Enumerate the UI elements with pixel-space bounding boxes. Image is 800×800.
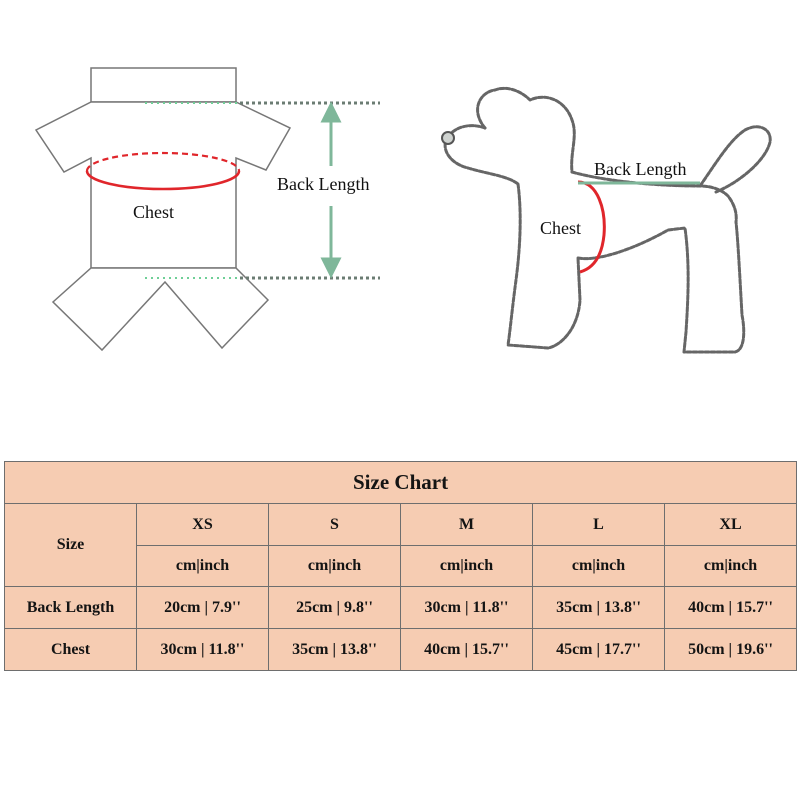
dog-nose-icon [442, 132, 454, 144]
unit-header-xl: cm|inch [665, 546, 797, 587]
garment-chest-label: Chest [133, 202, 175, 222]
row-label-back-length: Back Length [5, 587, 137, 629]
unit-header-l: cm|inch [533, 546, 665, 587]
table-cell: 50cm | 19.6'' [665, 629, 797, 671]
table-cell: 40cm | 15.7'' [665, 587, 797, 629]
dog-outline [445, 88, 770, 352]
table-cell: 35cm | 13.8'' [269, 629, 401, 671]
size-row-header: Size [5, 504, 137, 587]
dog-back-length-label: Back Length [594, 159, 687, 179]
unit-header-m: cm|inch [401, 546, 533, 587]
size-chart-table [4, 461, 797, 671]
table-cell: 40cm | 15.7'' [401, 629, 533, 671]
size-header-m: M [401, 504, 533, 546]
size-header-s: S [269, 504, 401, 546]
size-header-l: L [533, 504, 665, 546]
table-cell: 45cm | 17.7'' [533, 629, 665, 671]
size-chart-title: Size Chart [5, 462, 797, 504]
size-header-xl: XL [665, 504, 797, 546]
garment-back-length-label: Back Length [277, 174, 370, 194]
table-cell: 35cm | 13.8'' [533, 587, 665, 629]
table-cell: 25cm | 9.8'' [269, 587, 401, 629]
table-cell: 30cm | 11.8'' [137, 629, 269, 671]
size-header-xs: XS [137, 504, 269, 546]
table-cell: 20cm | 7.9'' [137, 587, 269, 629]
table-cell: 30cm | 11.8'' [401, 587, 533, 629]
table-row-back-length [5, 587, 797, 629]
row-label-chest: Chest [5, 629, 137, 671]
unit-header-s: cm|inch [269, 546, 401, 587]
table-row-chest [5, 629, 797, 671]
unit-header-xs: cm|inch [137, 546, 269, 587]
dog-chest-label: Chest [540, 218, 582, 238]
